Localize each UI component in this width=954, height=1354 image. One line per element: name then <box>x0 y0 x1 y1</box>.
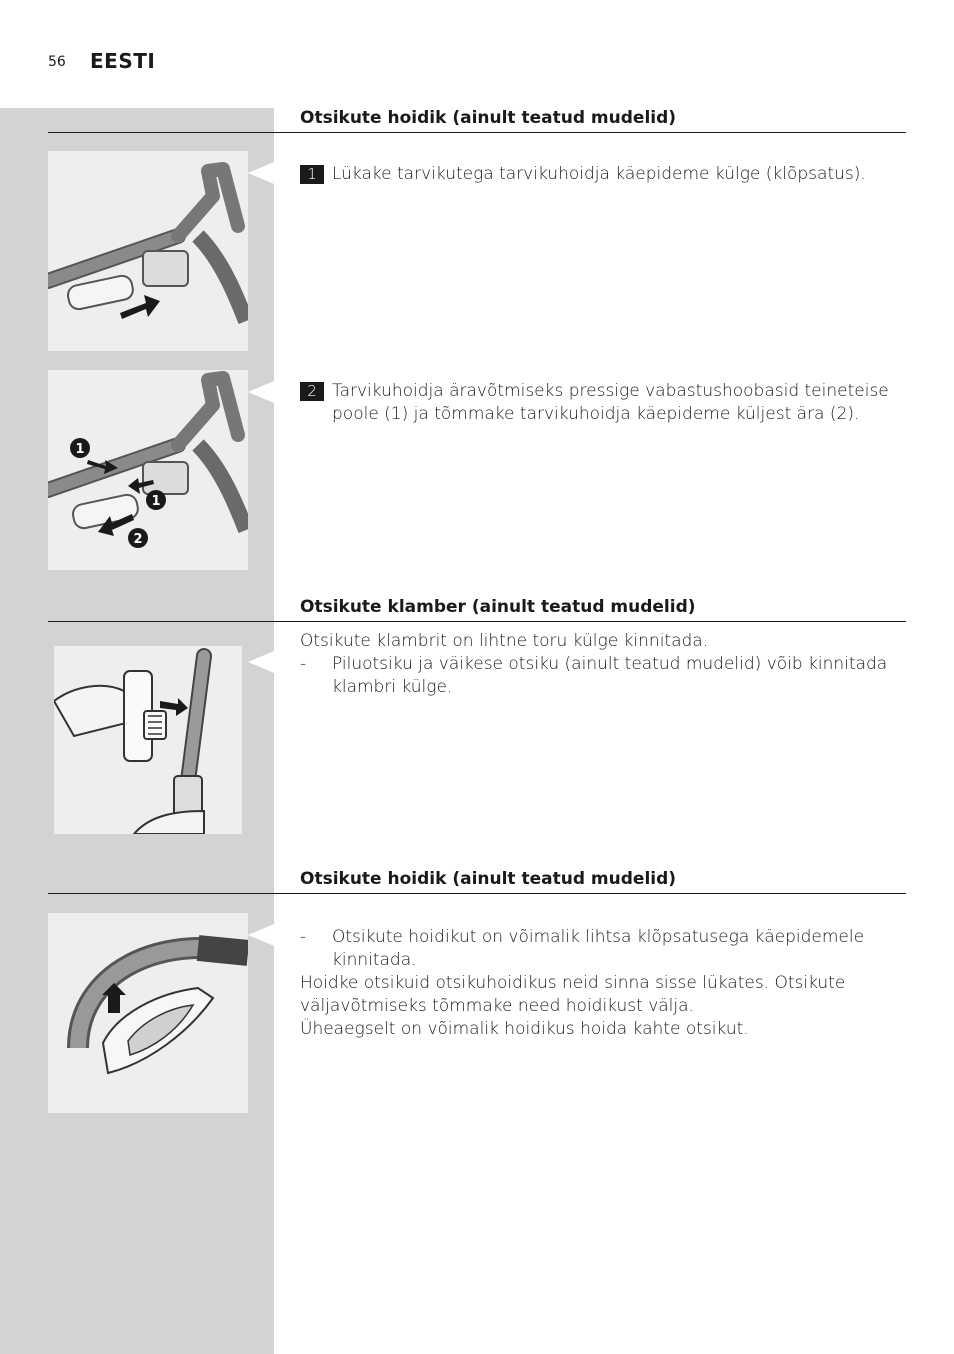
illustration-remove-holder-from-handle <box>48 370 248 570</box>
figure-pointer <box>248 924 274 946</box>
bullet-dash: - <box>300 654 307 674</box>
language-title: EESTI <box>90 49 156 73</box>
step-number-2: 2 <box>300 382 324 401</box>
figure-accessory-clip <box>54 646 242 834</box>
step-1 <box>300 163 910 186</box>
section-heading-accessory-holder-2: Otsikute hoidik (ainult teatud mudelid) <box>300 869 677 889</box>
callout-label-1b: 1 <box>151 494 161 509</box>
clip-intro: Otsikute klambrit on lihtne toru külge kinnitada. <box>300 631 709 651</box>
figure-pointer <box>248 162 274 184</box>
section-rule <box>48 132 906 133</box>
figure-pointer <box>248 651 274 673</box>
clip-text <box>300 630 910 699</box>
section-heading-accessory-holder: Otsikute hoidik (ainult teatud mudelid) <box>300 108 677 128</box>
callout-label-2: 2 <box>133 532 143 547</box>
illustration-clip-on-tube <box>54 646 242 834</box>
bullet-item <box>300 653 910 699</box>
callout-label-1: 1 <box>75 442 85 457</box>
step-2 <box>300 380 910 426</box>
illustration-attach-holder-to-handle <box>48 151 248 351</box>
illustration-holder-on-handle <box>48 913 248 1113</box>
figure-attach-holder <box>48 151 248 351</box>
holder-text <box>300 926 910 1041</box>
step-2-text: Tarvikuhoidja äravõtmiseks pressige vabastushoobasid teineteise poole (1) ja tõmmake tarvikuhoidja käepideme küljest ära (2). <box>332 381 889 424</box>
bullet-text: Piluotsiku ja väikese otsiku (ainult teatud mudelid) võib kinnitada klambri külge. <box>332 654 888 697</box>
bullet-item <box>300 926 910 972</box>
figure-pointer <box>248 381 274 403</box>
step-1-text: Lükake tarvikutega tarvikuhoidja käepideme külge (klõpsatus). <box>332 164 866 184</box>
step-number-1: 1 <box>300 165 324 184</box>
figure-holder-handle <box>48 913 248 1113</box>
holder-paragraph-1: Hoidke otsikuid otsikuhoidikus neid sinna sisse lükates. Otsikute väljavõtmiseks tõmmake need hoidikust välja. <box>300 973 846 1016</box>
figure-remove-holder <box>48 370 248 570</box>
section-rule <box>48 621 906 622</box>
section-heading-accessory-clip: Otsikute klamber (ainult teatud mudelid) <box>300 597 696 617</box>
page-number: 56 <box>48 54 66 70</box>
section-rule <box>48 893 906 894</box>
bullet-dash: - <box>300 927 307 947</box>
holder-paragraph-2: Üheaegselt on võimalik hoidikus hoida kahte otsikut. <box>300 1019 749 1039</box>
bullet-text: Otsikute hoidikut on võimalik lihtsa klõpsatusega käepidemele kinnitada. <box>332 927 865 970</box>
